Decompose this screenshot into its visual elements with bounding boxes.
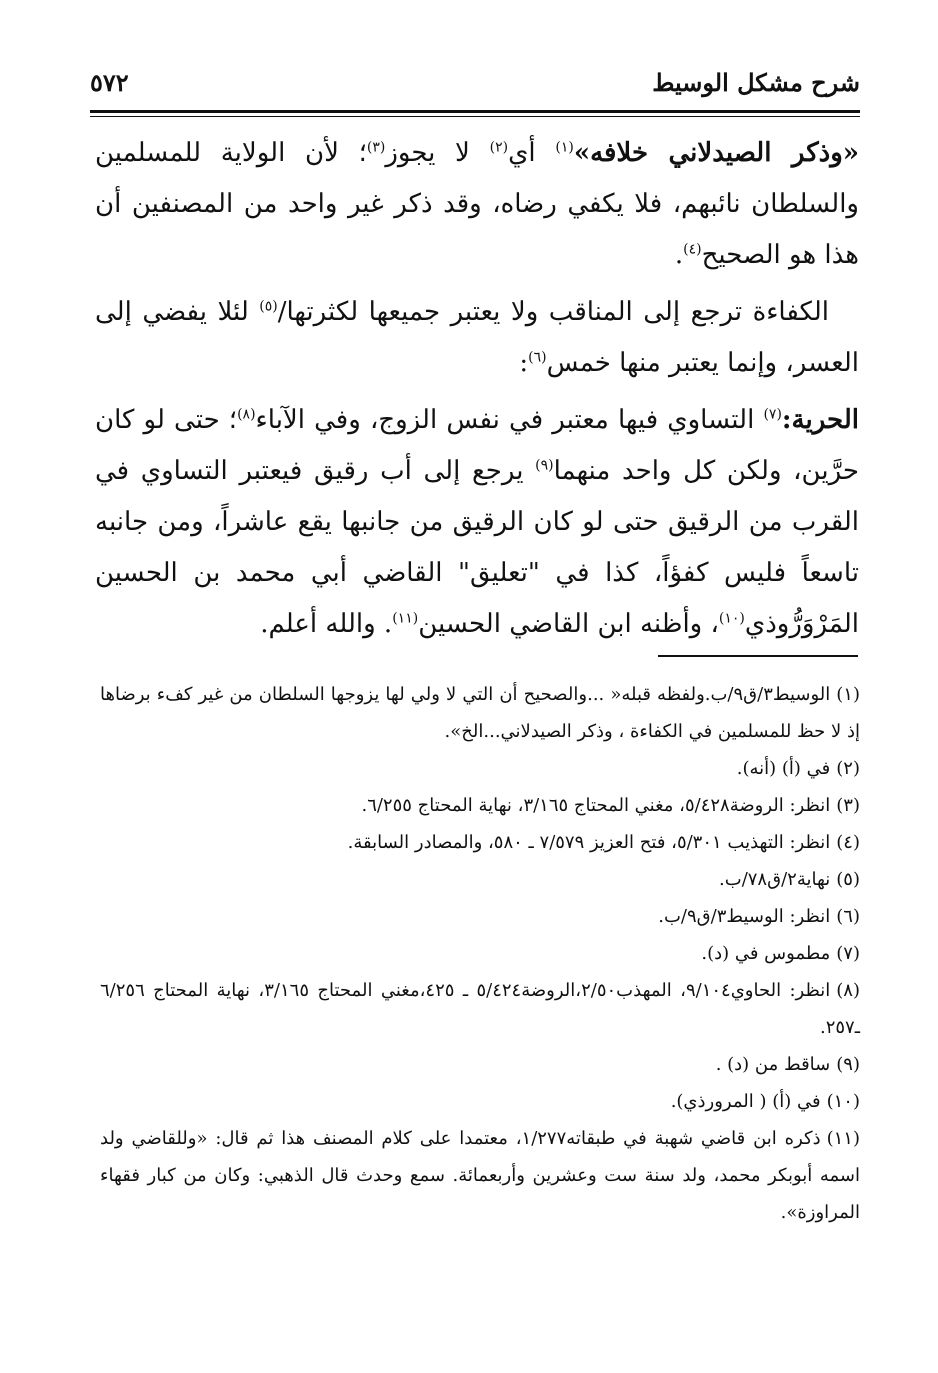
main-text [95,128,859,656]
footnote-text: انظر: الحاوي٩/١٠٤، المهذب٢/٥٠،الروضة٥/٤٢٤ ـ ٤٢٥،مغني المحتاج ٣/١٦٥، نهاية المحتاج ٦/٢٥٦ ـ٢٥٧. [100,980,860,1038]
footnote-number: (٢) [836,758,860,779]
footnote-number: (٤) [836,832,860,853]
footnote-text: انظر: الروضة٥/٤٢٨، مغني المحتاج ٣/١٦٥، نهاية المحتاج ٦/٢٥٥. [361,795,831,816]
footnote-number: (١) [836,684,860,705]
footnote-number: (٦) [836,906,860,927]
running-header [90,62,860,106]
text-span: الكفاءة ترجع إلى المناقب ولا يعتبر جميعها لكثرتها/ [277,297,830,327]
footnote-ref-7: (٧) [763,406,782,423]
footnote-number: (١١) [826,1128,860,1149]
footnote-ref-8: (٨) [237,406,256,423]
footnote-text: في (أ) (أنه). [736,758,831,779]
paragraph-2 [95,287,859,389]
footnote-ref-9: (٩) [535,457,554,474]
footnote-text: انظر: الوسيط٣/ق٩/ب. [658,906,831,927]
footnote [100,1083,860,1120]
text-span: ، وأظنه ابن القاضي الحسين [418,609,719,639]
footnote [100,935,860,972]
footnotes [100,676,860,1231]
footnote-ref-2: (٢) [489,139,509,156]
footnote [100,824,860,861]
footnote [100,1046,860,1083]
text-span: . [674,240,684,270]
text-span: يرجع إلى أب رقيق فيعتبر التساوي في القرب من الرقيق حتى لو كان الرقيق من جانبها يقع عاشراً، ومن جانبه تاسعاً فليس كفؤاً، كذا في "تعليق" القاضي أبي محمد بن الحسين المَرْوَرُّوذي [95,456,859,639]
footnote-ref-10: (١٠) [718,610,745,627]
footnote-ref-5: (٥) [259,298,278,315]
running-title: شرح مشكل الوسيط [652,68,860,97]
footnote-number: (٥) [836,869,860,890]
footnote [100,972,860,1046]
footnote-text: الوسيط٣/ق٩/ب.ولفظه قبله« ...والصحيح أن التي لا ولي لها يزوجها السلطان من غير كفء برضاها إذ لا حظ للمسلمين في الكفاءة ، وذكر الصيدلاني...الخ». [100,684,860,742]
footnote-text: نهاية٢/ق٧٨/ب. [719,869,831,890]
text-span: ؛ لأن الولاية للمسلمين والسلطان نائبهم، فلا يكفي رضاه، وقد ذكر غير واحد من المصنفين أن هذا هو الصحيح [95,138,859,270]
section-heading-freedom: الحرية: [781,405,859,435]
footnote-ref-1: (١) [555,139,574,156]
paragraph-1 [95,128,859,281]
footnote [100,861,860,898]
paragraph-3 [95,395,859,650]
footnote-text: ساقط من (د) . [715,1054,831,1075]
footnote [100,750,860,787]
text-span: أي [508,138,556,168]
text-span: التساوي فيها معتبر في نفس الزوج، وفي الآباء [255,405,764,435]
footnote-ref-3: (٣) [366,139,386,156]
text-span: لا يجوز [385,138,490,168]
footnote-number: (١٠) [826,1091,860,1112]
text-span: ؛ حتى لو كان حرَّين، ولكن كل واحد منهما [95,405,860,486]
footnote-text: في (أ) ( المرورذي). [670,1091,821,1112]
text-span: لئلا يفضي إلى العسر، وإنما يعتبر منها خمس [95,297,859,378]
footnote-ref-11: (١١) [392,610,419,627]
footnote [100,787,860,824]
footnote-separator [658,655,858,657]
quoted-text: «وذكر الصيدلاني خلافه» [573,138,860,168]
footnote-text: ذكره ابن قاضي شهبة في طبقاته١/٢٧٧، معتمدا على كلام المصنف هذا ثم قال: «وللقاضي ولد اسمه أبوبكر محمد، ولد سنة ست وعشرين وأربعمائة. سمع وحدث قال الذهبي: وكان من كبار فقهاء المراوزة». [100,1128,860,1223]
footnote [100,676,860,750]
text-span: . والله أعلم. [260,609,393,639]
footnote-number: (٩) [836,1054,860,1075]
header-rule-thick [90,110,860,113]
footnote-ref-6: (٦) [528,349,547,366]
footnote-number: (٨) [836,980,860,1001]
footnote-text: مطموس في (د). [701,943,831,964]
footnote [100,898,860,935]
footnote [100,1120,860,1231]
page-number: ٥٧٢ [90,68,129,97]
footnote-number: (٧) [836,943,860,964]
footnote-text: انظر: التهذيب ٥/٣٠١، فتح العزيز ٧/٥٧٩ ـ ٥٨٠، والمصادر السابقة. [347,832,831,853]
footnote-number: (٣) [836,795,860,816]
text-span: : [519,348,529,378]
header-rule-thin [90,116,860,117]
footnote-ref-4: (٤) [683,241,702,258]
